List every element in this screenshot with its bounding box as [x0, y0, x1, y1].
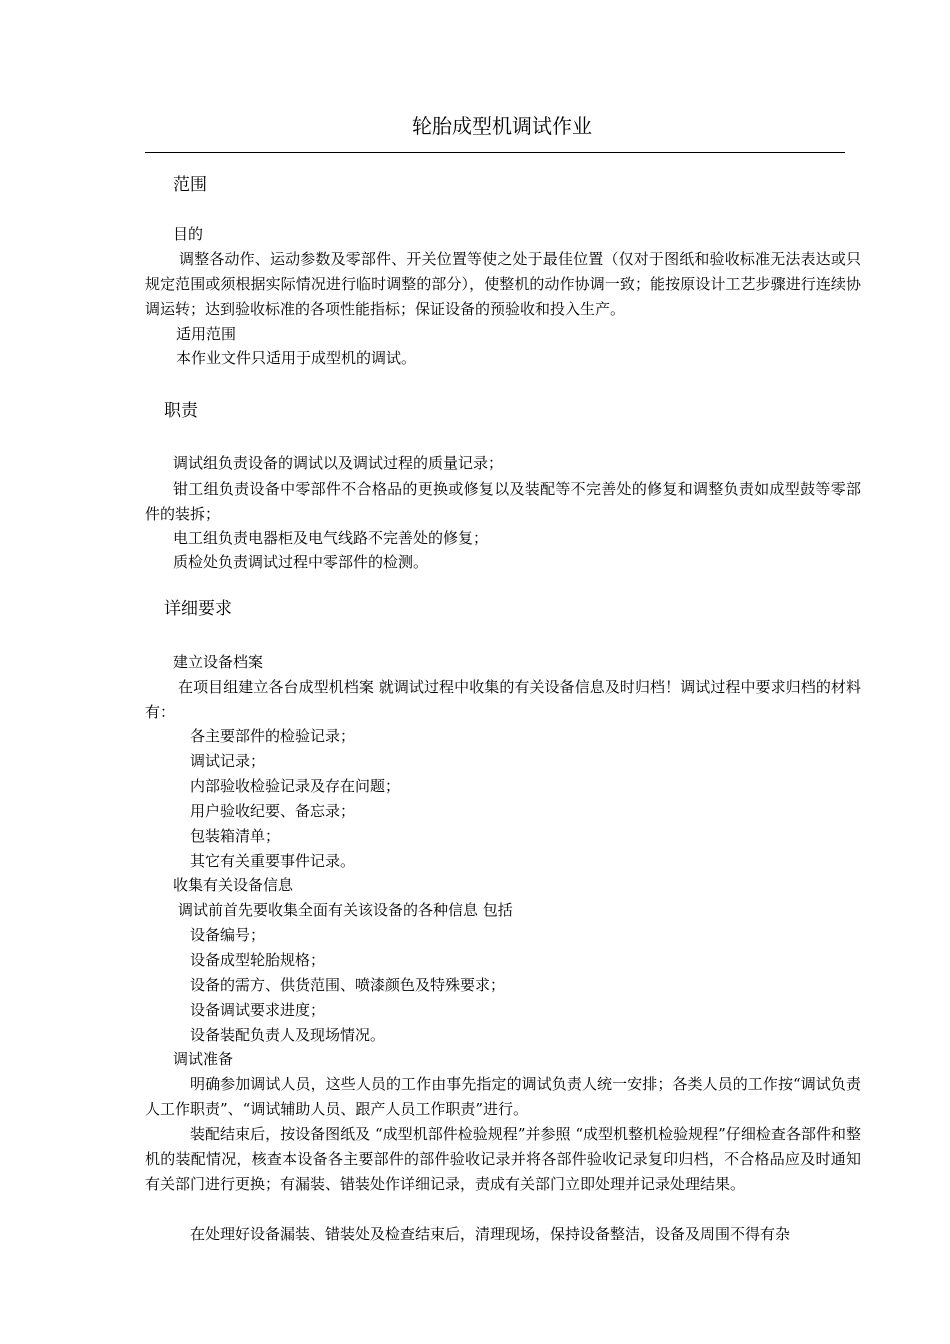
- list-item: 设备装配负责人及现场情况。: [190, 1026, 386, 1044]
- section-heading-scope: 范围: [173, 175, 207, 195]
- list-item: 内部验收检验记录及存在问题；: [190, 777, 401, 795]
- title-underline: [145, 152, 845, 153]
- prep-paragraph-1: 明确参加调试人员，这些人员的工作由事先指定的调试负责人统一安排；各类人员的工作按“调试负责人工作职责”、“调试辅助人员、跟产人员工作职责”进行。: [145, 1075, 861, 1118]
- duty-item: 调试组负责设备的调试以及调试过程的质量记录；: [173, 454, 504, 472]
- list-item: 设备调试要求进度；: [190, 1001, 326, 1019]
- list-item: 各主要部件的检验记录；: [190, 727, 356, 745]
- list-item: 调试记录；: [190, 752, 266, 770]
- purpose-paragraph: 调整各动作、运动参数及零部件、开关位置等使之处于最佳位置（仅对于图纸和验收标准无法表达或只规定范围或须根据实际情况进行临时调整的部分），使整机的动作协调一致；能按原设计工艺步骤进行连续协调运转；达到验收标准的各项性能指标；保证设备的预验收和投入生产。: [145, 250, 861, 318]
- prep-paragraph-3: 在处理好设备漏装、错装处及检查结束后，清理现场，保持设备整洁，设备及周围不得有杂: [190, 1225, 791, 1243]
- duty-item: 钳工组负责设备中零部件不合格品的更换或修复以及装配等不完善处的修复和调整负责如成型鼓等零部件的装拆；: [145, 480, 861, 523]
- section-heading-duties: 职责: [164, 401, 198, 421]
- archive-paragraph: 在项目组建立各台成型机档案 就调试过程中收集的有关设备信息及时归档！调试过程中要求归档的材料有：: [145, 678, 861, 721]
- list-item: 设备成型轮胎规格；: [190, 951, 326, 969]
- info-label: 收集有关设备信息: [173, 876, 294, 894]
- scope-label: 适用范围: [176, 325, 237, 343]
- list-item: 设备的需方、供货范围、喷漆颜色及特殊要求；: [190, 976, 506, 994]
- duty-item: 质检处负责调试过程中零部件的检测。: [173, 553, 429, 571]
- scope-text: 本作业文件只适用于成型机的调试。: [176, 349, 417, 367]
- purpose-label: 目的: [173, 225, 204, 243]
- list-item: 包装箱清单；: [190, 827, 281, 845]
- document-title: 轮胎成型机调试作业: [412, 114, 592, 138]
- info-paragraph: 调试前首先要收集全面有关该设备的各种信息 包括: [178, 901, 513, 919]
- section-heading-requirements: 详细要求: [164, 599, 232, 619]
- list-item: 其它有关重要事件记录。: [190, 852, 356, 870]
- list-item: 用户验收纪要、备忘录；: [190, 802, 356, 820]
- prep-paragraph-2: 装配结束后，按设备图纸及 “成型机部件检验规程”并参照 “成型机整机检验规程”仔细检查各部件和整机的装配情况，核查本设备各主要部件的部件验收记录并将各部件验收记录复印归档，不合格品应及时通知有关部门进行更换；有漏装、错装处作详细记录，责成有关部门立即处理并记录处理结果。: [145, 1125, 861, 1193]
- list-item: 设备编号；: [190, 926, 266, 944]
- archive-list: [190, 724, 400, 874]
- archive-label: 建立设备档案: [173, 653, 264, 671]
- prep-label: 调试准备: [173, 1050, 234, 1068]
- duty-item: 电工组负责电器柜及电气线路不完善处的修复；: [173, 529, 489, 547]
- info-list: [190, 923, 505, 1048]
